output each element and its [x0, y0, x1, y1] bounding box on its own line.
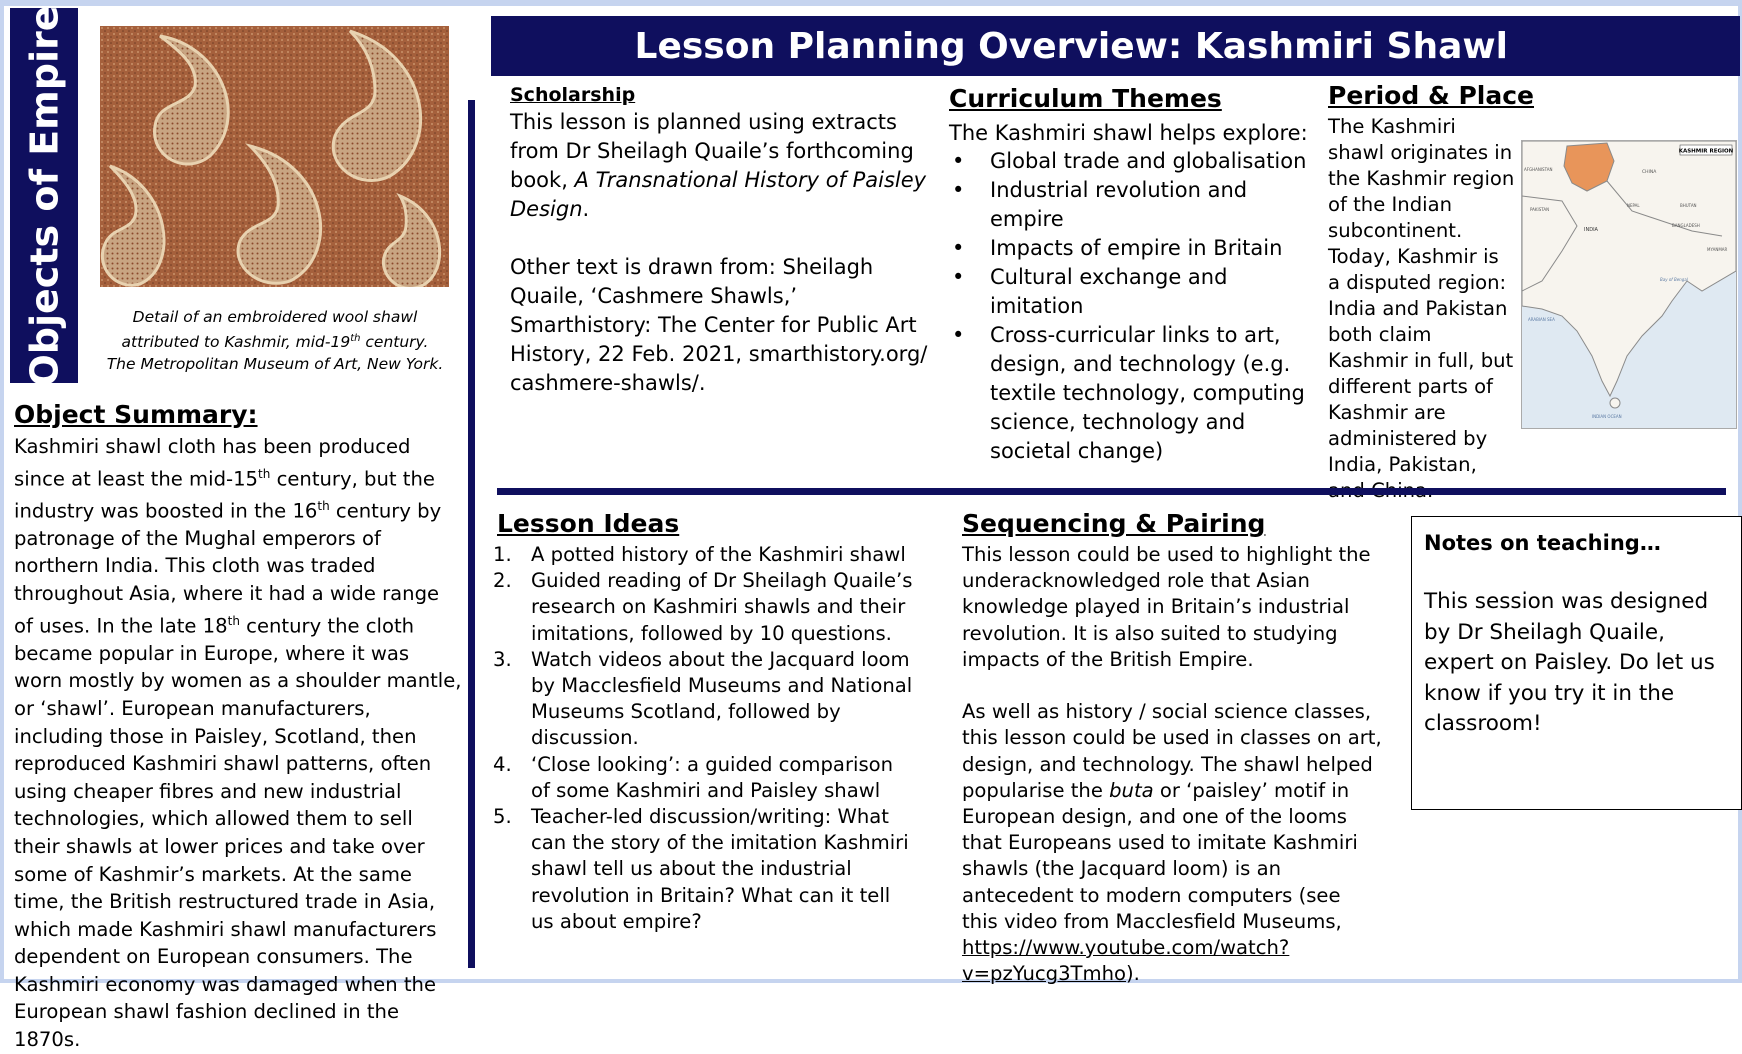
- period-place-title: Period & Place: [1328, 81, 1534, 110]
- kashmir-map: [1521, 140, 1737, 429]
- frame-right: [1738, 0, 1742, 983]
- caption-line-1: Detail of an embroidered wool shawl: [132, 308, 418, 326]
- shawl-image: [100, 26, 449, 287]
- image-caption: [92, 306, 458, 375]
- map-label-afghanistan: AFGHANISTAN: [1524, 167, 1553, 172]
- period-place-text: The Kashmiri shawl originates in the Kashmir region of the Indian subcontinent. Today, Kashmir is a disputed region: India and Pakistan both claim Kashmir in full, but different parts of Kashmir are administered by India, Pakistan,: [1328, 115, 1515, 476]
- caption-line-2: attributed to Kashmir, mid-19th century.: [121, 333, 429, 352]
- sequencing-title: Sequencing & Pairing: [962, 509, 1266, 538]
- scholarship-title: Scholarship: [510, 84, 636, 106]
- page-title: Lesson Planning Overview: Kashmiri Shawl: [634, 25, 1508, 67]
- side-banner: [10, 4, 78, 387]
- map-label-region: KASHMIR REGION: [1678, 148, 1734, 155]
- lesson-ideas-list: [493, 542, 913, 935]
- sequencing-paragraph-2: As well as history / social science classes, this lesson could be used in classes on art, design, and technology. The shawl helped popularise the buta or ‘paisley’ motif in European design, and one of the looms that Europeans used to imitate Kashmiri shawls (the Jacquard loom) is an antecedent to modern computers (see this video from Macclesfield Museums, https://www.youtube.com/watch?v=pzYucg3Tmho).: [962, 700, 1382, 986]
- lesson-idea-item: 1. A potted history of the Kashmiri shawl: [493, 543, 906, 566]
- header-bar: [491, 16, 1740, 76]
- frame-top: [0, 0, 1742, 6]
- lesson-idea-item: 2. Guided reading of Dr Sheilagh Quaile’s research on Kashmiri shawls and their imitations, followed by 10 questions.: [493, 569, 913, 645]
- scholarship-text: [510, 108, 930, 398]
- theme-item: • Cultural exchange and imitation: [949, 263, 1313, 321]
- lesson-idea-item: 4. ‘Close looking’: a guided comparison of some Kashmiri and Paisley shawl: [493, 752, 894, 802]
- curriculum-themes-list: [949, 147, 1313, 466]
- map-label-myanmar: MYANMAR: [1707, 247, 1728, 252]
- theme-item: • Industrial revolution and empire: [949, 176, 1313, 234]
- map-label-nepal: NEPAL: [1627, 203, 1640, 208]
- youtube-link[interactable]: https://www.youtube.com/watch?v=pzYucg3Tmho: [962, 936, 1290, 986]
- map-label-arabian: ARABIAN SEA: [1528, 317, 1555, 322]
- map-label-bangladesh: BANGLADESH: [1672, 223, 1700, 228]
- caption-line-3: The Metropolitan Museum of Art, New York.: [106, 355, 444, 374]
- lesson-idea-item: 5. Teacher-led discussion/writing: What can the story of the imitation Kashmiri shawl tell us about the industrial revolution in Britain? What can it tell us about empire?: [493, 805, 909, 933]
- notes-box: [1411, 516, 1742, 810]
- map-label-bhutan: BHUTAN: [1680, 203, 1697, 208]
- frame-left: [0, 0, 4, 983]
- map-label-china: CHINA: [1642, 170, 1657, 175]
- object-summary-text: Kashmiri shawl cloth has been produced since at least the mid-15th century, but the industry was boosted in the 16th century by patronage of the Mughal emperors of northern India. This cloth was traded throughout Asia, where it had a wide range of uses. In the late 18th century the cloth became popular in Europe, where it was worn mostly by women as a shoulder mantle, or ‘shawl’. European manufacturers, including those in Paisley, Scotland, then reproduced Kashmiri shawl patterns, often using cheaper fibres and new industrial technologies, which allowed them to sell their shawls at lower prices and take over some of Kashmir’s markets. At the same time, the British restructured trade in Asia, which made Kashmiri shawl manufacturers dependent on European consumers. The Kashmiri economy was damaged when the European shawl fashion declined in the 1870s.: [14, 435, 462, 1052]
- theme-item: • Global trade and globalisation: [949, 147, 1313, 176]
- side-banner-text: Objects of Empire: [22, 4, 67, 387]
- horizontal-divider: [497, 488, 1726, 495]
- scholarship-paragraph-2: Other text is drawn from: Sheilagh Quaile, ‘Cashmere Shawls,’ Smarthistory: The Center for Public Art History, 22 Feb. 2021, smarthistory.org/ cashmere-shawls/.: [510, 255, 928, 395]
- map-label-pakistan: PAKISTAN: [1530, 207, 1550, 212]
- curriculum-themes-title: Curriculum Themes: [949, 84, 1222, 113]
- lesson-ideas-title: Lesson Ideas: [497, 509, 680, 538]
- lesson-idea-item: 3. Watch videos about the Jacquard loom by Macclesfield Museums and National Museums Scotland, followed by discussion.: [493, 647, 913, 750]
- scholarship-paragraph-1: This lesson is planned using extracts from Dr Sheilagh Quaile’s forthcoming book, A Transnational History of Paisley Design.: [510, 110, 927, 221]
- curriculum-themes-intro: The Kashmiri shawl helps explore:: [949, 121, 1308, 145]
- object-summary-title: Object Summary:: [14, 400, 258, 429]
- sequencing-text: [962, 542, 1382, 987]
- map-label-ocean: INDIAN OCEAN: [1592, 414, 1622, 419]
- map-label-bay: Bay of Bengal: [1660, 277, 1688, 282]
- vertical-divider: [468, 100, 475, 968]
- theme-item: • Cross-curricular links to art, design, and technology (e.g. textile technology, computing science, technology and societal change): [949, 321, 1313, 466]
- notes-title: Notes on teaching…: [1424, 531, 1661, 555]
- notes-text: This session was designed by Dr Sheilagh Quaile, expert on Paisley. Do let us know if you try it in the classroom!: [1424, 589, 1715, 736]
- theme-item: • Impacts of empire in Britain: [949, 234, 1313, 263]
- map-label-india: INDIA: [1584, 227, 1598, 233]
- sequencing-paragraph-1: This lesson could be used to highlight the underacknowledged role that Asian knowledge played in Britain’s industrial revolution. It is also suited to studying impacts of the British Empire.: [962, 543, 1371, 671]
